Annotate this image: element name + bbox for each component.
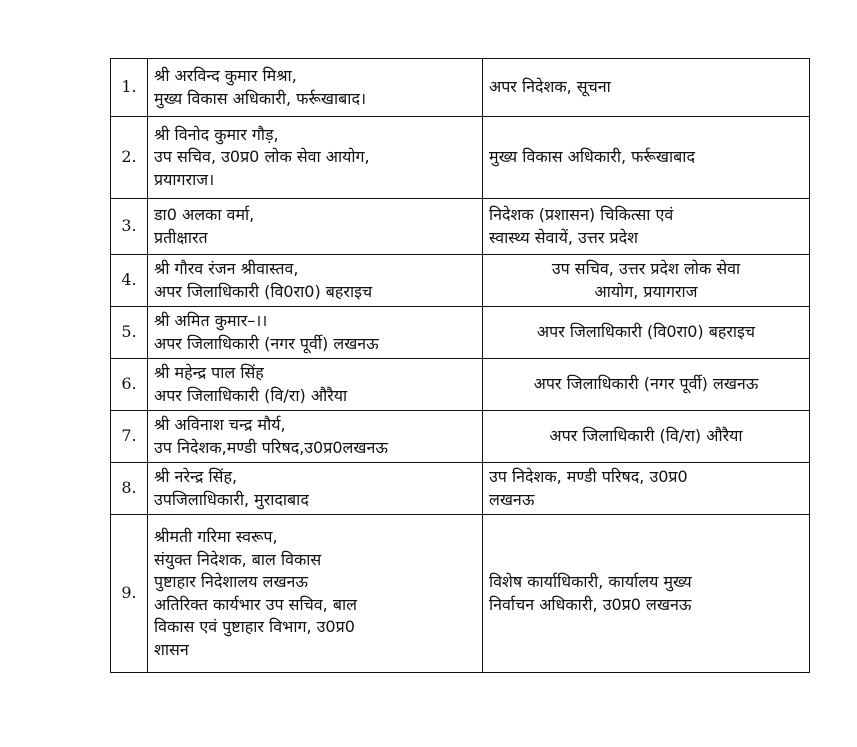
posting-line: अपर जिलाधिकारी (नगर पूर्वी) लखनऊ (533, 374, 759, 394)
new-posting-cell (483, 411, 810, 463)
officer-cell (148, 411, 483, 463)
officer-line: श्री नरेन्द्र सिंह, (154, 467, 238, 486)
table-row (111, 463, 810, 515)
posting-line: मुख्य विकास अधिकारी, फर्रूखाबाद (489, 147, 695, 167)
officer-line: प्रतीक्षारत (154, 227, 208, 247)
officer-line: अपर जिलाधिकारी (वि0रा0) बहराइच (154, 281, 373, 301)
new-posting-cell (483, 199, 810, 255)
officer-line: उप सचिव, उ0प्र0 लोक सेवा आयोग, (154, 147, 370, 167)
officer-line: प्रयागराज। (154, 169, 215, 189)
officer-cell (148, 463, 483, 515)
officer-cell (148, 307, 483, 359)
new-posting-cell (483, 59, 810, 117)
officer-line: श्री अरविन्द कुमार मिश्रा, (154, 66, 297, 85)
officer-cell (148, 199, 483, 255)
new-posting-cell (483, 515, 810, 673)
table-row (111, 307, 810, 359)
new-posting-cell (483, 307, 810, 359)
serial-number: 9. (111, 515, 148, 673)
officer-line: डा0 अलका वर्मा, (154, 205, 255, 224)
transfer-table (110, 58, 810, 673)
table-row (111, 117, 810, 199)
serial-number: 4. (111, 255, 148, 307)
posting-line: लखनऊ (489, 489, 535, 509)
posting-line: अपर जिलाधिकारी (वि0रा0) बहराइच (536, 322, 756, 342)
serial-number: 2. (111, 117, 148, 199)
posting-line: उप सचिव, उत्तर प्रदेश लोक सेवा (551, 259, 741, 278)
posting-line: निदेशक (प्रशासन) चिकित्सा एवं (489, 205, 674, 224)
new-posting-cell (483, 463, 810, 515)
table-row (111, 199, 810, 255)
serial-number: 3. (111, 199, 148, 255)
posting-line: आयोग, प्रयागराज (594, 281, 698, 301)
officer-line: श्री अविनाश चन्द्र मौर्य, (154, 415, 286, 434)
table-row (111, 411, 810, 463)
officer-line: उप निदेशक,मण्डी परिषद,उ0प्र0लखनऊ (154, 437, 388, 457)
officer-line: शासन (154, 639, 189, 659)
officer-line: श्री विनोद कुमार गौड़, (154, 124, 279, 144)
new-posting-cell (483, 117, 810, 199)
new-posting-cell (483, 359, 810, 411)
table-row (111, 255, 810, 307)
table-row (111, 359, 810, 411)
officer-line: अतिरिक्त कार्यभार उप सचिव, बाल (154, 594, 357, 614)
officer-line: श्री महेन्द्र पाल सिंह (154, 363, 264, 382)
officer-cell (148, 515, 483, 673)
serial-number: 7. (111, 411, 148, 463)
serial-number: 8. (111, 463, 148, 515)
officer-line: विकास एवं पुष्टाहार विभाग, उ0प्र0 (154, 617, 355, 636)
serial-number: 1. (111, 59, 148, 117)
posting-line: अपर निदेशक, सूचना (489, 77, 611, 97)
serial-number: 6. (111, 359, 148, 411)
officer-line: पुष्टाहार निदेशालय लखनऊ (154, 572, 308, 591)
officer-line: अपर जिलाधिकारी (वि/रा) औरैया (154, 385, 348, 405)
officer-line: अपर जिलाधिकारी (नगर पूर्वी) लखनऊ (154, 333, 379, 353)
officer-line: मुख्य विकास अधिकारी, फर्रूखाबाद। (154, 88, 367, 108)
officer-line: श्री अमित कुमार–।। (154, 311, 268, 330)
new-posting-cell (483, 255, 810, 307)
officer-cell (148, 255, 483, 307)
officer-line: संयुक्त निदेशक, बाल विकास (154, 549, 322, 569)
posting-line: स्वास्थ्य सेवायें, उत्तर प्रदेश (489, 227, 638, 247)
posting-line: अपर जिलाधिकारी (वि/रा) औरैया (549, 426, 743, 446)
table-row (111, 515, 810, 673)
officer-line: श्रीमती गरिमा स्वरूप, (154, 527, 278, 546)
officer-cell (148, 59, 483, 117)
officer-line: श्री गौरव रंजन श्रीवास्तव, (154, 259, 299, 278)
posting-line: निर्वाचन अधिकारी, उ0प्र0 लखनऊ (489, 594, 692, 614)
table-row (111, 59, 810, 117)
posting-line: उप निदेशक, मण्डी परिषद, उ0प्र0 (489, 467, 688, 486)
officer-line: उपजिलाधिकारी, मुरादाबाद (154, 489, 309, 509)
officer-cell (148, 117, 483, 199)
posting-line: विशेष कार्याधिकारी, कार्यालय मुख्य (489, 572, 692, 591)
officer-cell (148, 359, 483, 411)
serial-number: 5. (111, 307, 148, 359)
